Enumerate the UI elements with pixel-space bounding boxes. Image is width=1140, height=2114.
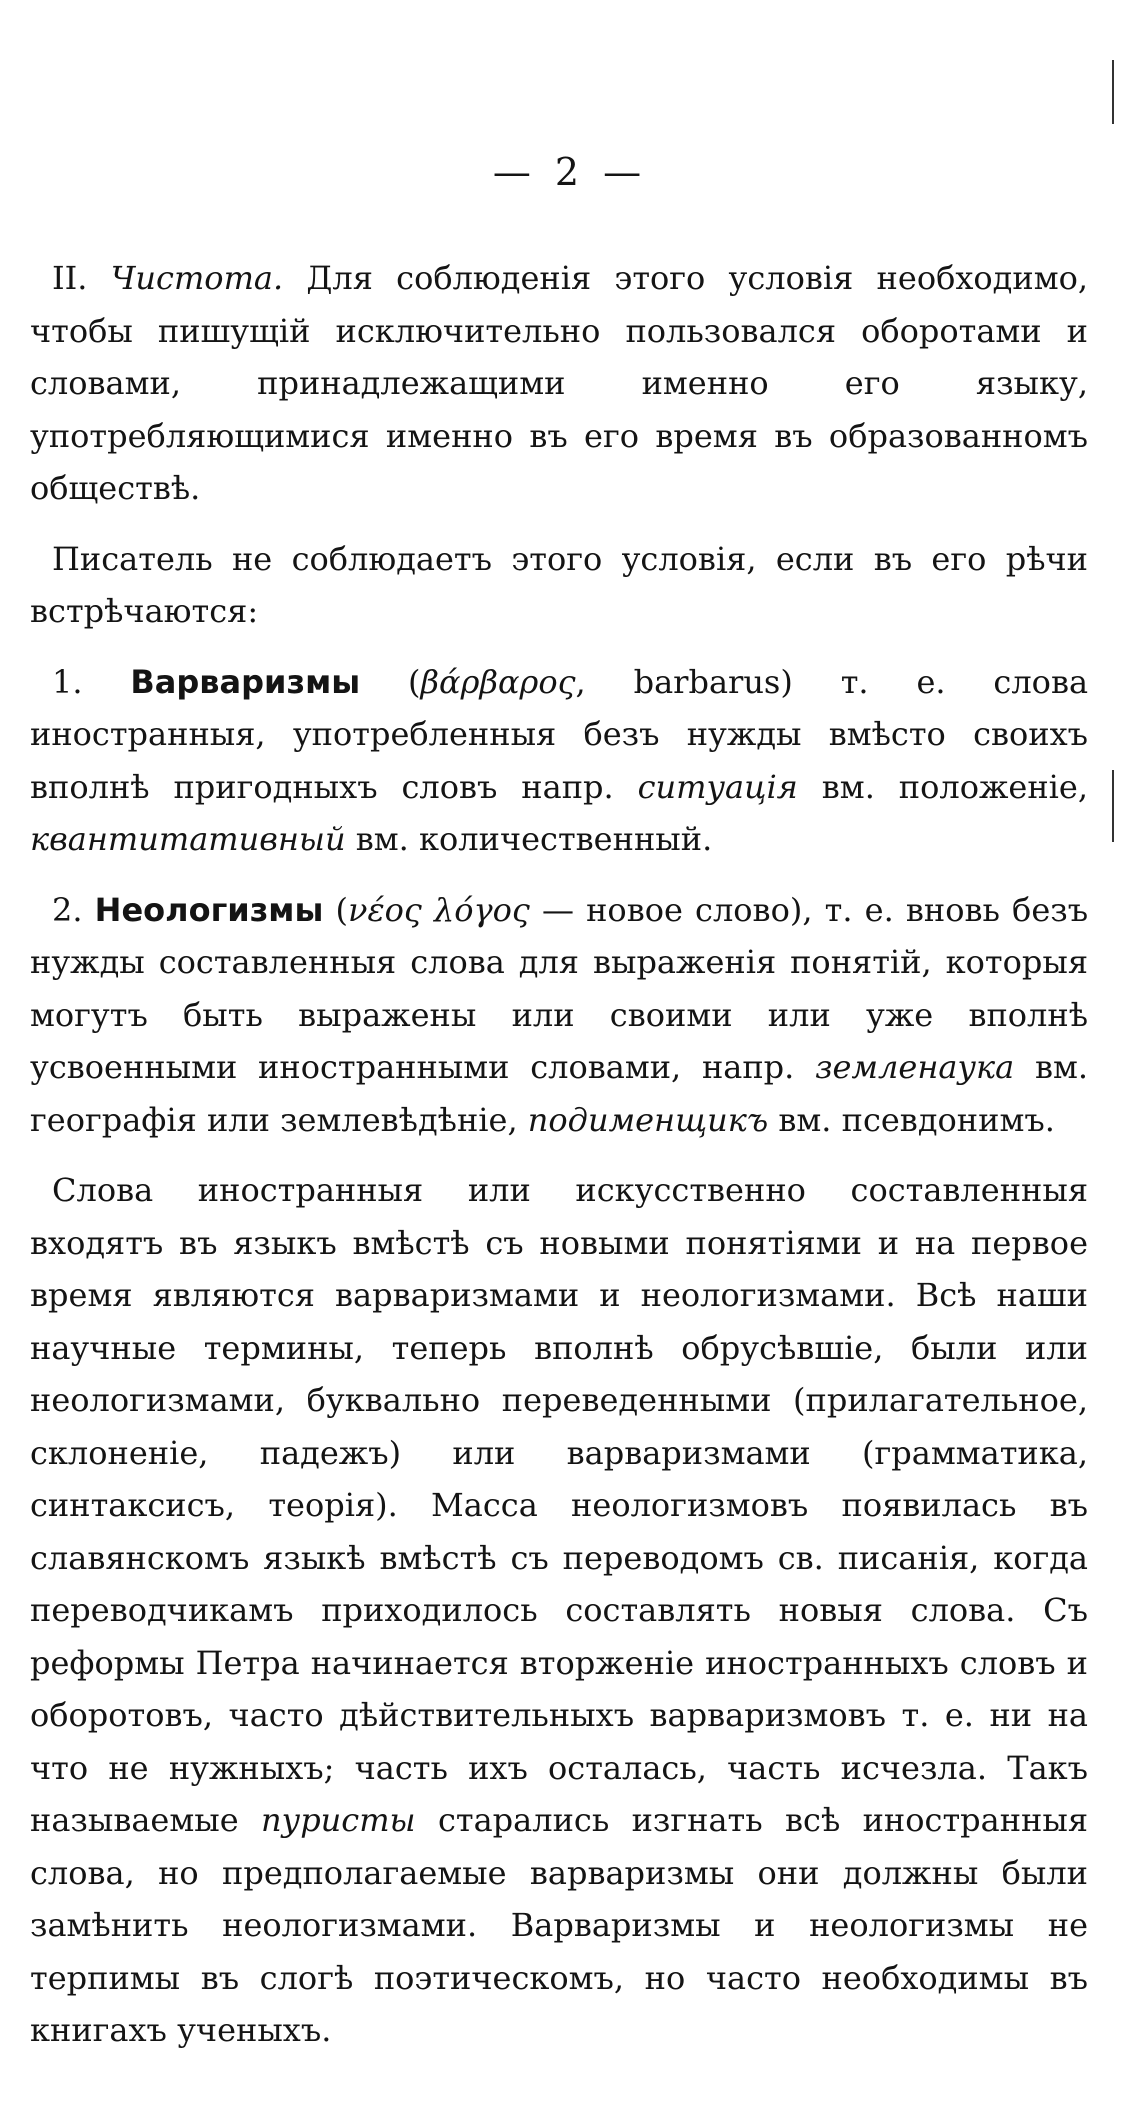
example-word: ситуація: [637, 767, 798, 806]
closing-paragraph: [30, 1164, 1088, 2057]
item-number: 1.: [52, 662, 83, 701]
example-word: подименщикъ: [527, 1100, 769, 1139]
item-definition: т. е. слова иностранныя, употребленныя безъ нужды вмѣсто своихъ вполнѣ пригодныхъ словъ напр.: [30, 662, 1089, 806]
example-word: земленаука: [815, 1048, 1015, 1086]
example-gloss: вм. псевдонимъ.: [778, 1100, 1055, 1139]
purists-term: пуристы: [261, 1801, 416, 1839]
neologisms-item: 2. Неологизмы (νέος λόγος — новое слово), т. е. вновь безъ нужды составленныя слова для выраженія понятій, которыя могутъ быть выражены или своими или уже вполнѣ усвоенными иностранными словами, напр. земленаука вм. географія или землевѣдѣніе, подименщикъ вм. псевдонимъ.: [30, 890, 1089, 1139]
section-number: II.: [52, 259, 88, 297]
greek-gloss: — новое слово: [541, 890, 790, 929]
example-gloss: вм. географія или землевѣдѣніе,: [30, 1048, 1089, 1139]
writer-paragraph: Писатель не соблюдаетъ этого условія, если въ его рѣчи встрѣчаются:: [30, 539, 1088, 630]
page-number: — 2 —: [492, 150, 648, 194]
page-body: [30, 252, 1088, 2057]
barbarisms-item: 1. Варваризмы (βάρβαρος, barbarus) т. е. слова иностранныя, употребленныя безъ нужды вмѣсто своихъ вполнѣ пригодныхъ словъ напр. ситуація вм. положеніе, квантитативный вм. количественный.: [30, 662, 1089, 858]
section-heading: Чистота.: [110, 259, 284, 297]
example-word: квантитативный: [30, 820, 346, 858]
term-barbarisms: Варваризмы: [130, 662, 361, 701]
scan-edge-mark: [1112, 770, 1114, 842]
latin-etymon: barbarus: [633, 662, 781, 701]
item-definition: т. е. вновь безъ нужды составленныя слова для выраженія понятій, которыя могутъ быть выражены или своими или уже вполнѣ усвоенными иностранными словами, напр.: [30, 890, 1089, 1086]
greek-etymon: βάρβαρος: [420, 662, 576, 701]
term-neologisms: Неологизмы: [94, 890, 324, 929]
scan-edge-mark: [1112, 60, 1114, 124]
item-number: 2.: [52, 890, 83, 929]
closing-text: Слова иностранныя или искусственно составленныя входятъ въ языкъ вмѣстѣ съ новыми понятіями и на первое время являются варваризмами и неологизмами. Всѣ наши научные термины, теперь вполнѣ обрусѣвшіе, были или неологизмами, буквально переведенными (прилагательное, склоненіе, падежъ) или варваризмами (грамматика, синтаксисъ, теорія). Масса неологизмовъ появилась въ славянскомъ языкѣ вмѣстѣ съ переводомъ св. писанія, когда переводчикамъ приходилось составлять новыя слова. Съ реформы Петра начинается вторженіе иностранныхъ словъ и оборотовъ, часто дѣйствительныхъ варваризмовъ т. е. ни на что не нужныхъ; часть ихъ осталась, часть исчезла. Такъ называемые: [30, 1171, 1088, 1839]
example-gloss: вм. положеніе,: [821, 767, 1089, 806]
section-text: Для соблюденія этого условія необходимо, чтобы пишущій исключительно пользовался оборотами и словами, принадлежащими именно его языку, употребляющимися именно въ его время въ образованномъ обществѣ.: [30, 259, 1089, 507]
greek-etymon: νέος λόγος: [348, 890, 530, 929]
closing-text: старались изгнать всѣ иностранныя слова, но предполагаемые варваризмы они должны были замѣнить неологизмами. Варваризмы и неологизмы не терпимы въ слогѣ поэтическомъ, но часто необходимы въ книгахъ ученыхъ.: [30, 1801, 1089, 2049]
section-ii-paragraph: [30, 252, 1088, 515]
example-gloss: вм. количественный.: [355, 820, 713, 858]
